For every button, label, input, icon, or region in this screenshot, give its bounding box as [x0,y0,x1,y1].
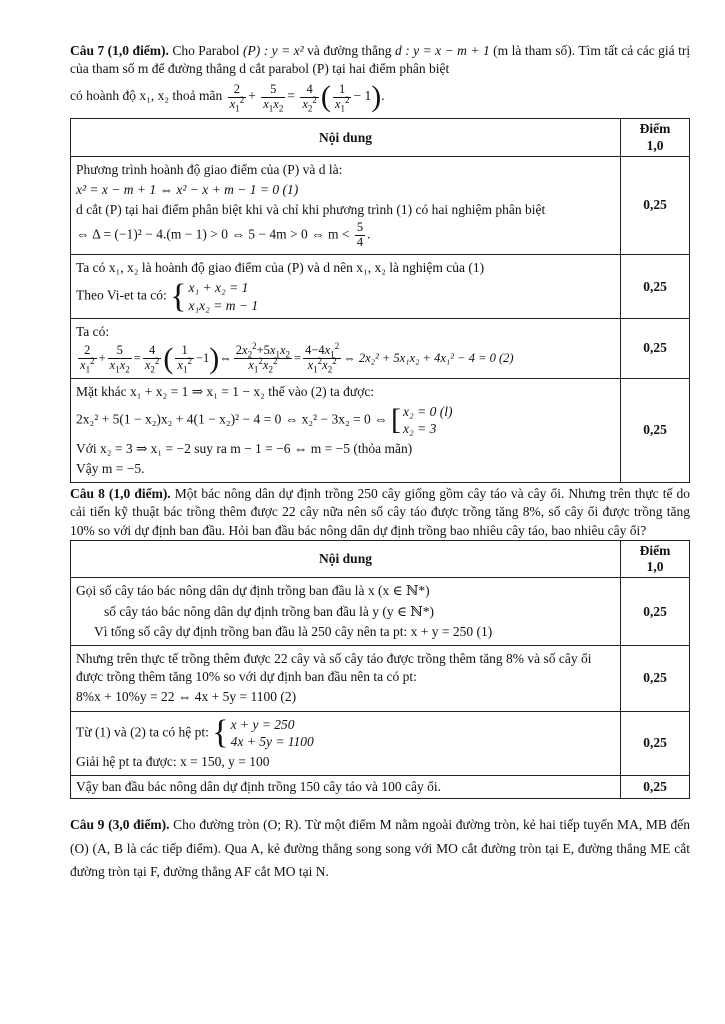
q7-intro-5: có hoành độ x₁, x₂ thoả mãn [70,88,223,104]
q8-col-header-content: Nội dung [71,540,621,577]
q7-parabola: (P) : y = x² [243,43,304,58]
q8-r1-line1: Gọi số cây táo bác nông dân dự định trồng ban đầu là x (x ∈ ℕ*) [76,583,430,599]
table-row [71,319,690,378]
q8-answer-table [70,540,690,799]
table-row [71,645,690,711]
q8-r3-score: 0,25 [621,711,690,775]
q7-frac-4: $\frac{1}{x_1^2}$ [334,82,350,114]
q8-r3-line2: Giải hệ pt ta được: x = 150, y = 100 [76,753,270,769]
q7-r2-line1: Ta có x₁, x₂ là hoành độ giao điểm của (P) và d nên x₁, x₂ là nghiệm của (1) [76,259,485,275]
q8-text: Một bác nông dân dự định trồng 250 cây giống gồm cây táo và cây ổi. Nhưng trên thực tế do cải tiến kỹ thuật bác trồng thêm được 22 cây nữa nên số cây táo được trồng tăng 8%, số cây ổi được trồng tăng 10% so với dự định ban đầu. Hỏi ban đầu bác nông dân dự định trồng bao nhiêu cây táo, bao nhiêu cây ổi? [70,486,691,538]
q7-r4-line2: 2x₂² + 5(1 − x₂)x₂ + 4(1 − x₂)² − 4 = 0 ⇔ x₂² − 3x₂ = 0 ⇔ [ x₂ = 0 (l) x₂ = 3 [76,403,453,437]
q7-r4-line3: Với x₂ = 3 ⇒ x₁ = −2 suy ra m − 1 = −6 ⇔ m = −5 (thỏa mãn) [76,440,413,456]
q7-answer-table [70,118,690,483]
table-row [71,156,690,254]
q7-r1-score: 0,25 [621,156,690,254]
q9-label: Câu 9 (3,0 điểm). [70,817,170,833]
q7-r4-line1: Mặt khác x₁ + x₂ = 1 ⇒ x₁ = 1 − x₂ thế vào (2) ta được: [76,383,375,399]
q7-intro-1: Cho Parabol [172,43,240,58]
q7-col-header-content: Nội dung [71,119,621,156]
q7-r3-line1: Ta có: [76,324,110,340]
q7-r1-line1: Phương trình hoành độ giao điểm của (P) và d là: [76,161,343,177]
q7-intro-2: và đường thẳng [307,43,392,58]
q8-statement [70,485,690,540]
q7-col-header-score: Điểm 1,0 [621,119,690,156]
q8-r2-line2: 8%x + 10%y = 22 ⇔ 4x + 5y = 1100 (2) [76,689,297,705]
q8-r4-score: 0,25 [621,775,690,798]
table-row [71,578,690,646]
q7-r1-line2: x² = x − m + 1 ⇔ x² − x + m − 1 = 0 (1) [76,182,299,198]
q8-label: Câu 8 (1,0 điểm). [70,486,171,502]
q8-r1-line2: số cây táo bác nông dân dự định trồng ban đầu là y (y ∈ ℕ*) [104,603,434,619]
q7-r2-line2: Theo Vi-et ta có: { x₁ + x₂ = 1 x₁x₂ = m − 1 [76,277,259,315]
q8-r2-score: 0,25 [621,645,690,711]
q8-r1-line3: Vì tổng số cây dự định trồng ban đầu là 250 cây nên ta pt: x + y = 250 (1) [94,623,493,639]
q7-frac-3: $\frac{4}{x_2^2}$ [302,82,317,114]
q7-line: d : y = x − m + 1 [395,43,490,58]
table-row [71,711,690,775]
q8-r2-line1: Nhưng trên thực tế trồng thêm được 22 cây và số cây táo được trồng thêm tăng 8% và số cây ổi được trồng thêm tăng 10% so với dự định ban đầu nên ta có pt: [76,650,592,685]
q7-r4-line4: Vậy m = −5. [76,461,145,477]
q7-r1-line3: d cắt (P) tại hai điểm phân biệt khi và chỉ khi phương trình (1) có hai nghiệm phân biệt [76,202,546,218]
q9-text: Cho đường tròn (O; R). Từ một điểm M nằm ngoài đường tròn, kẻ hai tiếp tuyến MA, MB đến (O) (A, B là các tiếp điểm). Qua A, kẻ đường thẳng song song với MO cắt đường tròn tại E, đường thẳng ME cắt đường tròn tại F, đường thẳng AF cắt MO tại N. [70,817,691,880]
document-page [70,42,690,884]
q7-label: Câu 7 (1,0 điểm). [70,43,169,58]
q7-condition: có hoành độ x₁, x₂ thoả mãn $\frac{2}{x_1^2}$ + $\frac{5}{x_1x_2}$ = $\frac{4}{x_2^2}$ ( $\frac{1}{x_1^2}$ − 1). [70,80,385,114]
table-row [71,775,690,798]
q7-intro-3: (m là tham số). [493,43,576,58]
q7-r3-line2: $\frac{2}{x_1^2}$ + $\frac{5}{x_1x_2}$ = $\frac{4}{x_2^2}$ ( $\frac{1}{x_1^2}$ −1)⇔ $\frac{2x_2^2+5x_1x_2}{x_1^2x_2^2}$ = $\frac{4-4x_1^2}{x_1^2x_2^2}$ ⇔ 2x₂² + 5x₁x₂ + 4x₁² − 4 = 0 (2) [80,341,514,375]
q7-r2-score: 0,25 [621,254,690,318]
q8-col-header-score: Điểm 1,0 [621,540,690,577]
q8-r3-line1: Từ (1) và (2) ta có hệ pt: { x + y = 250 4x + 5y = 1100 [76,714,314,752]
q7-r4-score: 0,25 [621,378,690,483]
q8-r4-line1: Vậy ban đầu bác nông dân dự định trồng 150 cây táo và 100 cây ổi. [71,775,621,798]
q7-r1-line4: ⇔ Δ = (−1)² − 4.(m − 1) > 0 ⇔ 5 − 4m > 0 ⇔ m < $\frac{5}{4}$ . [76,220,371,250]
q9-statement [70,813,690,884]
q7-frac-2: $\frac{5}{x_1x_2}$ [263,82,284,114]
q8-r1-score: 0,25 [621,578,690,646]
q7-intro-4: Tìm tất cả các giá trị của tham số m để đường thẳng d cắt parabol (P) tại hai điểm phân biệt [70,43,691,77]
q7-r3-score: 0,25 [621,319,690,378]
table-row [71,378,690,483]
q7-statement [70,42,690,78]
q7-frac-1: $\frac{2}{x_1^2}$ [229,82,245,114]
table-row [71,254,690,318]
